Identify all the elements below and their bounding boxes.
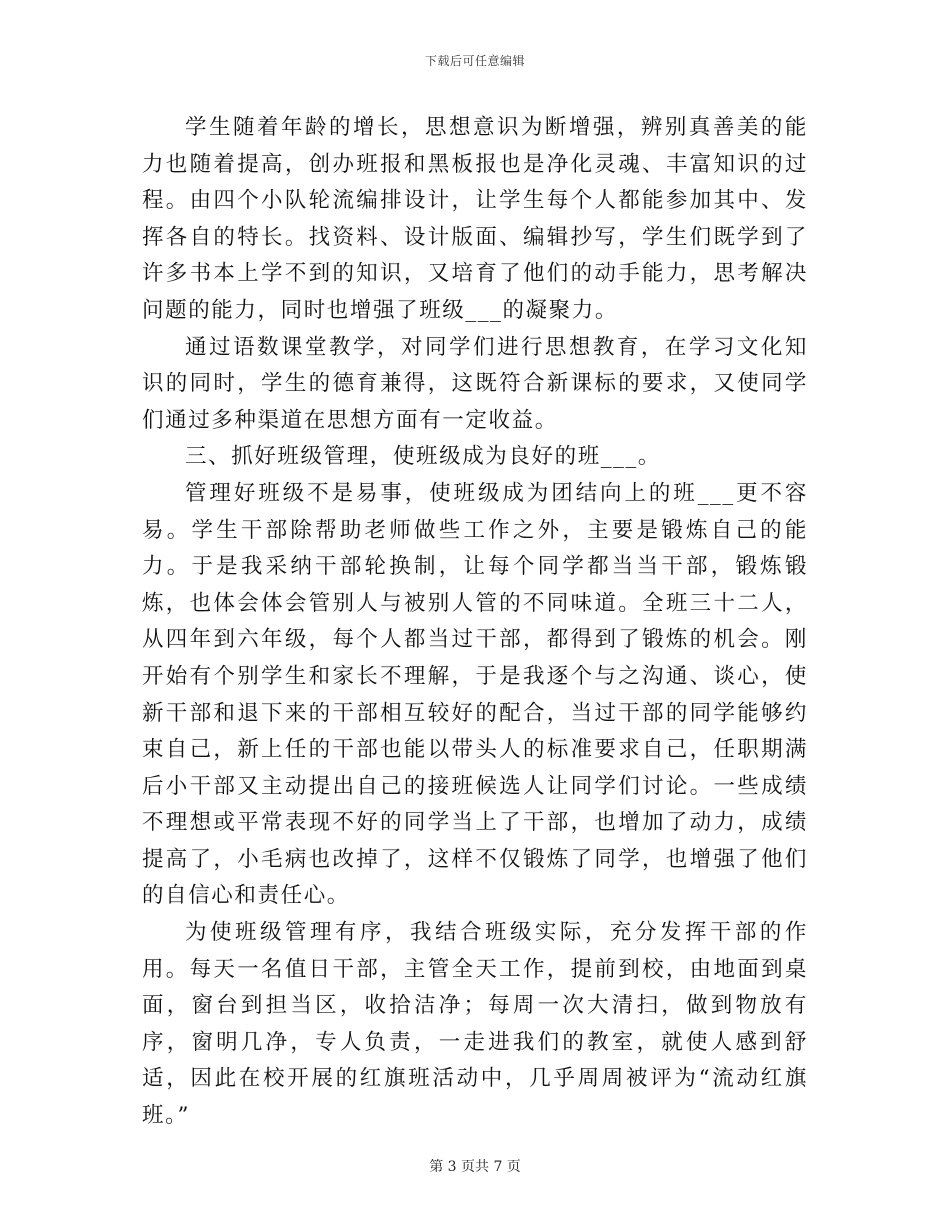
paragraph-1: 学生随着年龄的增长，思想意识为断增强，辨别真善美的能力也随着提高，创办班报和黑板报也是净化灵魂、丰富知识的过程。由四个小队轮流编排设计，让学生每个人都能参加其中、发挥各自的特长。找资料、设计版面、编辑抄写，学生们既学到了许多书本上学不到的知识，又培育了他们的动手能力，思考解决问题的能力，同时也增强了班级___的凝聚力。	[142, 115, 808, 323]
paragraph-4: 为使班级管理有序，我结合班级实际，充分发挥干部的作用。每天一名值日干部，主管全天工作，提前到校，由地面到桌面，窗台到担当区，收拾洁净；每周一次大清扫，做到物放有序，窗明几净，专人负责，一走进我们的教室，就使人感到舒适，因此在校开展的红旗班活动中，几乎周周被评为“流动红旗班。”	[142, 920, 808, 1129]
page-number-footer: 第 3 页共 7 页	[429, 1159, 521, 1175]
page-header: 下载后可任意编辑	[424, 54, 525, 68]
paragraph-3: 管理好班级不是易事，使班级成为团结向上的班___更不容易。学生干部除帮助老师做些工作之外，主要是锻炼自己的能力。于是我采纳干部轮换制，让每个同学都当当干部，锻炼锻炼，也体会体会管别人与被别人管的不同味道。全班三十二人，从四年到六年级，每个人都当过干部，都得到了锻炼的机会。刚开始有个别学生和家长不理解，于是我逐个与之沟通、谈心，使新干部和退下来的干部相互较好的配合，当过干部的同学能够约束自己，新上任的干部也能以带头人的标准要求自己，任职期满后小干部又主动提出自己的接班候选人让同学们讨论。一些成绩不理想或平常表现不好的同学当上了干部，也增加了动力，成绩提高了，小毛病也改掉了，这样不仅锻炼了同学，也增强了他们的自信心和责任心。	[142, 480, 808, 909]
paragraph-2: 通过语数课堂教学，对同学们进行思想教育，在学习文化知识的同时，学生的德育兼得，这既符合新课标的要求，又使同学们通过多种渠道在思想方面有一定收益。	[142, 334, 808, 433]
section-heading: 三、抓好班级管理，使班级成为良好的班___。	[185, 444, 661, 470]
document-body	[142, 110, 808, 1135]
